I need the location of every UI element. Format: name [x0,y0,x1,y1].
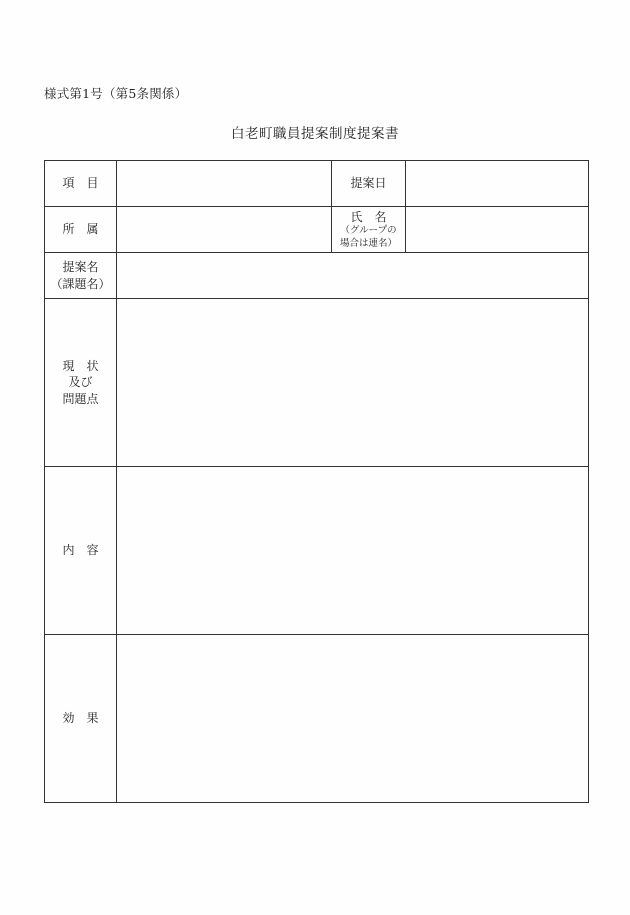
proposal-date-label: 提案日 [332,161,406,207]
issue-name-label: （課題名） [50,276,111,291]
name-label: 氏 名 [350,210,387,225]
content-field[interactable] [117,467,589,635]
row-current-state [45,299,589,467]
affiliation-field[interactable] [117,207,332,253]
proposal-name-field[interactable] [117,253,589,299]
row-proposal-name [45,253,589,299]
row-item [45,161,589,207]
current-state-field[interactable] [117,299,589,467]
proposal-form-table [44,160,589,803]
form-title: 白老町職員提案制度提案書 [231,126,399,142]
name-note-1: （グループの [340,225,397,237]
proposal-name-label: 提案名 [62,260,99,275]
name-label-cell [332,207,406,253]
problems-label: 問題点 [62,391,99,406]
current-state-label: 現 状 [62,359,99,374]
content-label: 内 容 [45,467,117,635]
effect-label: 効 果 [45,635,117,803]
effect-field[interactable] [117,635,589,803]
name-field[interactable] [406,207,589,253]
form-number: 様式第1号（第5条関係） [44,86,188,101]
and-label: 及び [68,375,93,390]
affiliation-label: 所 属 [45,207,117,253]
proposal-name-label-cell [45,253,117,299]
current-state-label-cell [45,299,117,467]
item-label: 項 目 [45,161,117,207]
item-field[interactable] [117,161,332,207]
row-content [45,467,589,635]
proposal-date-field[interactable] [406,161,589,207]
name-note-2: 場合は連名） [339,237,397,249]
row-effect [45,635,589,803]
row-affiliation [45,207,589,253]
